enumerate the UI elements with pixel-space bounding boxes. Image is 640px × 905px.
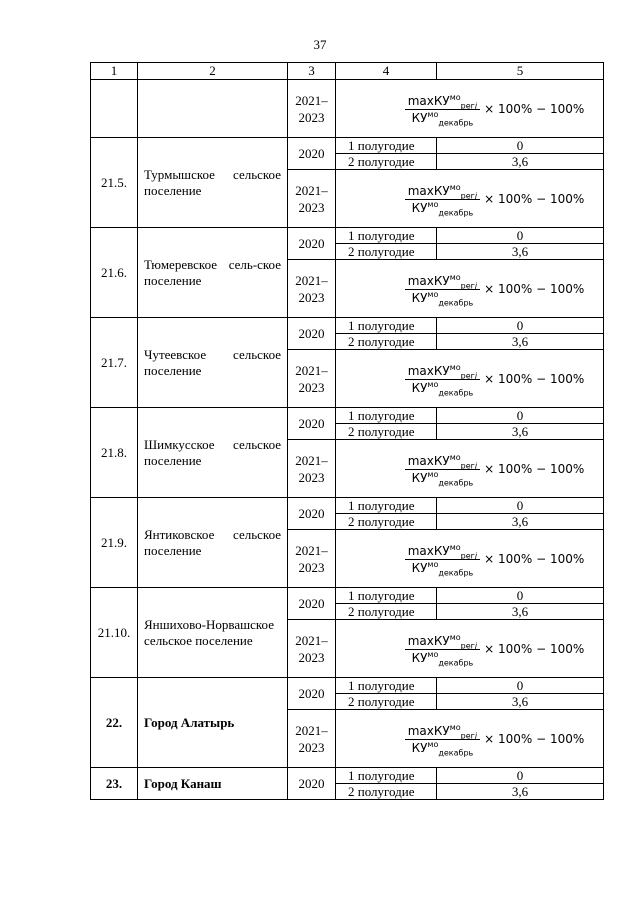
settlement-name-text: Шимкусское сельское поселение <box>144 436 281 468</box>
year-range: 2021–2023 <box>295 92 328 125</box>
period-text: 1 полугодие <box>348 407 415 423</box>
value-cell <box>437 318 604 334</box>
period-text: 1 полугодие <box>348 767 415 783</box>
formula-cell <box>336 350 604 408</box>
settlement-name <box>138 768 288 800</box>
year-text: 2020 <box>298 776 325 791</box>
settlement-name <box>138 498 288 588</box>
value-text: 3,6 <box>511 513 529 529</box>
settlement-name <box>138 588 288 678</box>
formula-cell <box>336 260 604 318</box>
settlement-name-text: Янтиковское сельское поселение <box>144 526 281 558</box>
row-number <box>91 498 138 588</box>
year-range: 2021–2023 <box>295 182 328 215</box>
value-text: 0 <box>516 677 524 693</box>
value-text: 0 <box>516 317 524 333</box>
year-cell <box>288 260 336 318</box>
period-cell <box>336 784 437 800</box>
table-row <box>91 318 604 334</box>
formula: $\frac{\max КУ^{мо}_{регj}}{КУ^{мо}_{декабрь}}$ × 100% − 100% <box>405 274 585 305</box>
table-row <box>91 588 604 604</box>
year-range: 2021–2023 <box>295 542 328 575</box>
row-number-text: 21.8. <box>101 444 127 460</box>
row-number <box>91 408 138 498</box>
year-cell <box>288 228 336 260</box>
period-cell <box>336 694 437 710</box>
year-text: 2020 <box>298 686 325 701</box>
formula-cell <box>336 530 604 588</box>
empty-cell <box>91 80 138 138</box>
header-cell: 1 <box>91 63 138 80</box>
value-cell <box>437 154 604 170</box>
period-cell <box>336 588 437 604</box>
page-number: 37 <box>313 37 327 52</box>
formula: $\frac{\max КУ^{мо}_{регj}}{КУ^{мо}_{декабрь}}$ × 100% − 100% <box>405 724 585 755</box>
year-cell <box>288 620 336 678</box>
formula: $\frac{\max КУ^{мо}_{регj}}{КУ^{мо}_{декабрь}}$ × 100% − 100% <box>405 634 585 665</box>
value-text: 0 <box>516 497 524 513</box>
settlement-name-text: Тюмеревское сель-ское поселение <box>144 256 281 288</box>
year-range: 2021–2023 <box>295 272 328 305</box>
period-cell <box>336 678 437 694</box>
header-row <box>91 63 604 80</box>
table-row <box>91 228 604 244</box>
year-cell <box>288 588 336 620</box>
period-text: 1 полугодие <box>348 137 415 153</box>
period-cell <box>336 514 437 530</box>
row-number-text: 21.7. <box>101 354 127 370</box>
value-cell <box>437 768 604 784</box>
year-text: 2020 <box>298 596 325 611</box>
row-number-text: 21.6. <box>101 264 127 280</box>
value-cell <box>437 604 604 620</box>
table-row <box>91 498 604 514</box>
settlement-name <box>138 678 288 768</box>
period-cell <box>336 768 437 784</box>
value-text: 3,6 <box>511 603 529 619</box>
value-cell <box>437 498 604 514</box>
period-text: 1 полугодие <box>348 497 415 513</box>
settlement-name-text: Город Канаш <box>144 775 222 791</box>
formula-cell <box>336 170 604 228</box>
year-text: 2020 <box>298 326 325 341</box>
value-cell <box>437 588 604 604</box>
year-cell <box>288 440 336 498</box>
data-table <box>90 62 604 800</box>
year-range: 2021–2023 <box>295 362 328 395</box>
formula: $\frac{\max КУ^{мо}_{регj}}{КУ^{мо}_{декабрь}}$ × 100% − 100% <box>405 454 585 485</box>
period-cell <box>336 228 437 244</box>
year-cell <box>288 80 336 138</box>
settlement-name <box>138 138 288 228</box>
value-text: 3,6 <box>511 243 529 259</box>
year-range: 2021–2023 <box>295 722 328 755</box>
header-cell: 2 <box>138 63 288 80</box>
row-number <box>91 588 138 678</box>
value-cell <box>437 228 604 244</box>
row-number-text: 21.9. <box>101 534 127 550</box>
formula-cell <box>336 80 604 138</box>
period-text: 2 полугодие <box>348 153 415 169</box>
period-cell <box>336 408 437 424</box>
row-number-text: 21.5. <box>101 174 127 190</box>
year-cell <box>288 350 336 408</box>
period-text: 1 полугодие <box>348 227 415 243</box>
settlement-name <box>138 318 288 408</box>
period-cell <box>336 138 437 154</box>
period-cell <box>336 498 437 514</box>
settlement-name <box>138 408 288 498</box>
period-cell <box>336 154 437 170</box>
row-number <box>91 768 138 800</box>
value-text: 0 <box>516 227 524 243</box>
formula: $\frac{\max КУ^{мо}_{регj}}{КУ^{мо}_{декабрь}}$ × 100% − 100% <box>405 184 585 215</box>
value-cell <box>437 514 604 530</box>
row-number-text: 23. <box>105 775 123 791</box>
year-cell <box>288 138 336 170</box>
year-range: 2021–2023 <box>295 452 328 485</box>
period-cell <box>336 318 437 334</box>
continuation-row <box>91 80 604 138</box>
value-text: 0 <box>516 137 524 153</box>
year-cell <box>288 408 336 440</box>
value-cell <box>437 678 604 694</box>
year-range: 2021–2023 <box>295 632 328 665</box>
period-text: 2 полугодие <box>348 423 415 439</box>
settlement-name-text: Город Алатырь <box>144 714 235 730</box>
year-cell <box>288 768 336 800</box>
period-text: 1 полугодие <box>348 317 415 333</box>
period-text: 1 полугодие <box>348 677 415 693</box>
period-text: 2 полугодие <box>348 243 415 259</box>
row-number <box>91 228 138 318</box>
header-cell: 3 <box>288 63 336 80</box>
table-row <box>91 138 604 154</box>
value-text: 0 <box>516 767 524 783</box>
year-cell <box>288 710 336 768</box>
value-cell <box>437 408 604 424</box>
year-cell <box>288 318 336 350</box>
row-number <box>91 138 138 228</box>
row-number <box>91 318 138 408</box>
value-cell <box>437 424 604 440</box>
header-cell: 5 <box>437 63 604 80</box>
period-cell <box>336 424 437 440</box>
period-text: 2 полугодие <box>348 693 415 709</box>
formula: $\frac{\max КУ^{мо}_{регj}}{КУ^{мо}_{декабрь}}$ × 100% − 100% <box>405 94 585 125</box>
value-cell <box>437 784 604 800</box>
period-cell <box>336 604 437 620</box>
period-text: 2 полугодие <box>348 333 415 349</box>
formula: $\frac{\max КУ^{мо}_{регj}}{КУ^{мо}_{декабрь}}$ × 100% − 100% <box>405 544 585 575</box>
formula: $\frac{\max КУ^{мо}_{регj}}{КУ^{мо}_{декабрь}}$ × 100% − 100% <box>405 364 585 395</box>
period-cell <box>336 334 437 350</box>
settlement-name-text: Чутеевское сельское поселение <box>144 346 281 378</box>
formula-cell <box>336 710 604 768</box>
row-number-text: 21.10. <box>97 624 131 640</box>
table-row <box>91 408 604 424</box>
year-text: 2020 <box>298 416 325 431</box>
year-cell <box>288 530 336 588</box>
header-cell: 4 <box>336 63 437 80</box>
year-text: 2020 <box>298 506 325 521</box>
value-text: 0 <box>516 587 524 603</box>
period-text: 2 полугодие <box>348 513 415 529</box>
value-text: 3,6 <box>511 423 529 439</box>
value-text: 3,6 <box>511 333 529 349</box>
value-text: 3,6 <box>511 693 529 709</box>
value-cell <box>437 694 604 710</box>
table-row <box>91 768 604 784</box>
period-text: 1 полугодие <box>348 587 415 603</box>
year-text: 2020 <box>298 236 325 251</box>
year-text: 2020 <box>298 146 325 161</box>
value-text: 3,6 <box>511 153 529 169</box>
settlement-name-text: Яншихово-Норвашское сельское поселение <box>144 616 274 648</box>
settlement-name-text: Турмышское сельское поселение <box>144 166 281 198</box>
period-text: 2 полугодие <box>348 783 415 799</box>
table-row <box>91 678 604 694</box>
value-cell <box>437 138 604 154</box>
period-cell <box>336 244 437 260</box>
year-cell <box>288 170 336 228</box>
year-cell <box>288 498 336 530</box>
row-number-text: 22. <box>105 714 123 730</box>
period-text: 2 полугодие <box>348 603 415 619</box>
formula-cell <box>336 620 604 678</box>
settlement-name <box>138 228 288 318</box>
value-text: 3,6 <box>511 783 529 799</box>
year-cell <box>288 678 336 710</box>
row-number <box>91 678 138 768</box>
value-cell <box>437 244 604 260</box>
value-cell <box>437 334 604 350</box>
value-text: 0 <box>516 407 524 423</box>
formula-cell <box>336 440 604 498</box>
empty-cell <box>138 80 288 138</box>
